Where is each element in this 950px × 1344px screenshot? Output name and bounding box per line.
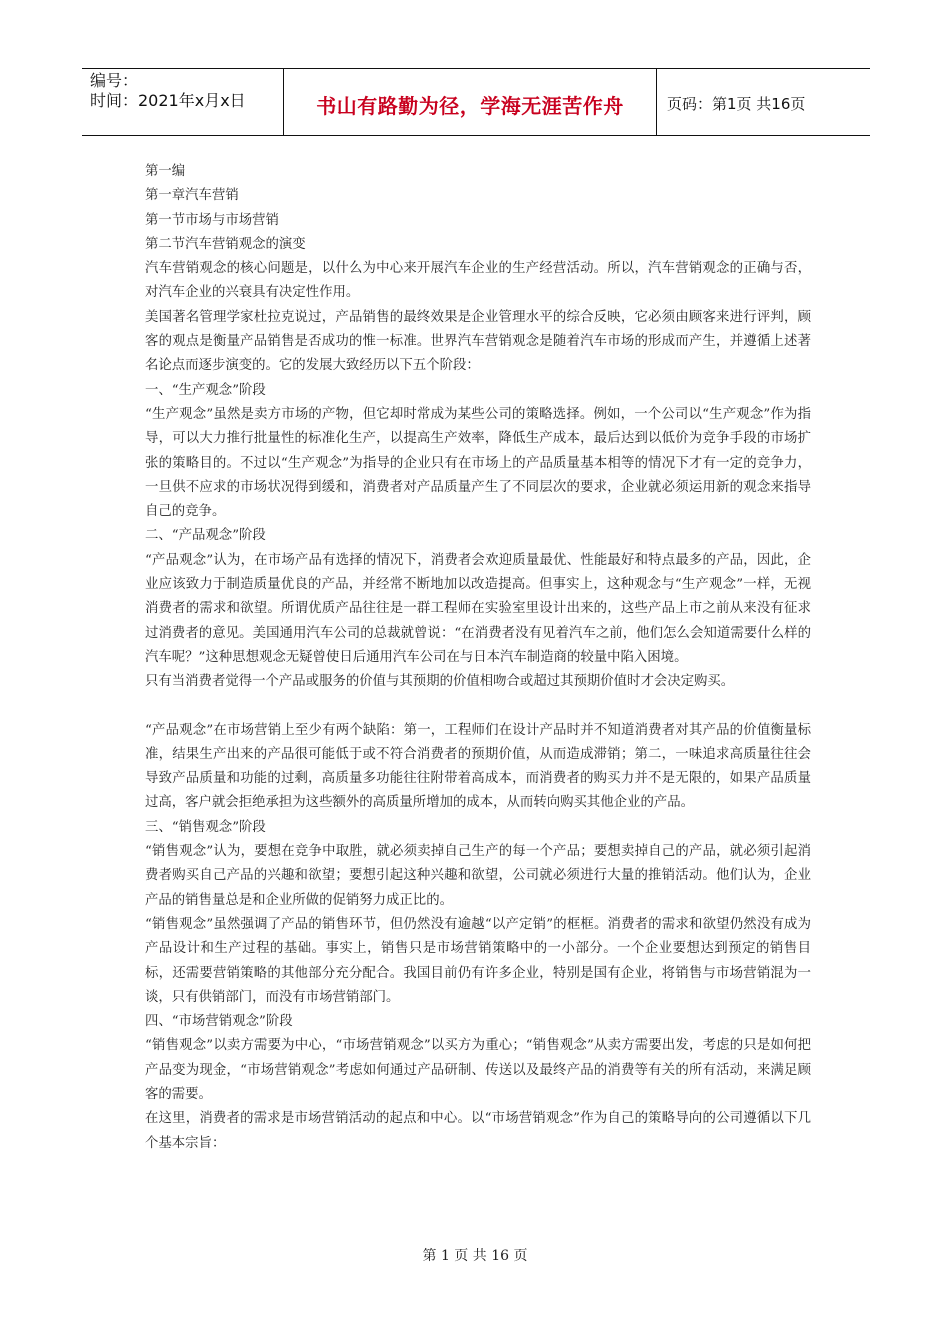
body-paragraph: “销售观念”虽然强调了产品的销售环节，但仍然没有逾越“以产定销”的框框。消费者的需求和欲望仍然没有成为产品设计和生产过程的基础。事实上，销售只是市场营销策略中的一小部分。一个企业要想达到预定的销售目标，还需要营销策略的其他部分充分配合。我国目前仍有许多企业，特别是国有企业，将销售与市场营销混为一谈，只有供销部门，而没有市场营销部门。 [145, 916, 811, 1005]
document-number: 编号： [90, 71, 139, 90]
body-paragraph: 美国著名管理学家杜拉克说过，产品销售的最终效果是企业管理水平的综合反映，它必须由顾客来进行评判，顾客的观点是衡量产品销售是否成功的惟一标准。世界汽车营销观念是随着汽车市场的形成而产生，并遵循上述著名论点而逐步演变的。它的发展大致经历以下五个阶段： [145, 309, 811, 374]
body-paragraph: “销售观念”认为，要想在竞争中取胜，就必须卖掉自己生产的每一个产品；要想卖掉自己的产品，就必须引起消费者购买自己产品的兴趣和欲望；要想引起这种兴趣和欲望，公司就必须进行大量的推销活动。他们认为，企业产品的销售量总是和企业所做的促销努力成正比的。 [145, 844, 811, 908]
section-title: 第一节市场与市场营销 [145, 212, 279, 228]
body-paragraph: “生产观念”虽然是卖方市场的产物，但它却时常成为某些公司的策略选择。例如，一个公司以“生产观念”作为指导，可以大力推行批量性的标准化生产，以提高生产效率，降低生产成本，最后达到以低价为竞争手段的市场扩张的策略目的。不过以“生产观念”为指导的企业只有在市场上的产品质量基本相等的情况下才有一定的竞争力，一旦供不应求的市场状况得到缓和，消费者对产品质量产生了不同层次的要求，企业就必须运用新的观念来指导自己的竞争。 [145, 406, 811, 520]
section-title: 第二节汽车营销观念的演变 [145, 236, 306, 252]
body-paragraph: 只有当消费者觉得一个产品或服务的价值与其预期的价值相吻合或超过其预期价值时才会决定购买。 [145, 674, 735, 690]
stage-heading: 四、“市场营销观念”阶段 [145, 1014, 293, 1030]
chapter-title: 第一章汽车营销 [145, 188, 239, 204]
header-motto: 书山有路勤为径，学海无涯苦作舟 [316, 93, 624, 118]
header-page-code: 页码：第1页 共16页 [667, 94, 806, 113]
document-date: 时间：2021年x月x日 [90, 91, 246, 110]
document-body [145, 160, 811, 1156]
header-page-code-cell [657, 69, 870, 135]
stage-heading: 一、“生产观念”阶段 [145, 382, 266, 398]
page-header [82, 68, 870, 136]
page-footer: 第 1 页 共 16 页 [422, 1248, 528, 1264]
body-paragraph: “产品观念”在市场营销上至少有两个缺陷：第一，工程师们在设计产品时并不知道消费者对其产品的价值衡量标准，结果生产出来的产品很可能低于或不符合消费者的预期价值，从而造成滞销；第二，一味追求高质量往往会导致产品质量和功能的过剩，高质量多功能往往附带着高成本，而消费者的购买力并不是无限的，如果产品质量过高，客户就会拒绝承担为这些额外的高质量所增加的成本，从而转向购买其他企业的产品。 [145, 722, 811, 811]
body-paragraph: “产品观念”认为，在市场产品有选择的情况下，消费者会欢迎质量最优、性能最好和特点最多的产品，因此，企业应该致力于制造质量优良的产品，并经常不断地加以改造提高。但事实上，这种观念与“生产观念”一样，无视消费者的需求和欲望。所谓优质产品往往是一群工程师在实验室里设计出来的，这些产品上市之前从来没有征求过消费者的意见。美国通用汽车公司的总裁就曾说：“在消费者没有见着汽车之前，他们怎么会知道需要什么样的汽车呢？”这种思想观念无疑曾使日后通用汽车公司在与日本汽车制造商的较量中陷入困境。 [145, 552, 811, 665]
body-paragraph: 汽车营销观念的核心问题是，以什么为中心来开展汽车企业的生产经营活动。所以，汽车营销观念的正确与否，对汽车企业的兴衰具有决定性作用。 [145, 261, 811, 301]
body-paragraph: 在这里，消费者的需求是市场营销活动的起点和中心。以“市场营销观念”作为自己的策略导向的公司遵循以下几个基本宗旨： [145, 1111, 811, 1151]
stage-heading: 三、“销售观念”阶段 [145, 819, 266, 835]
part-title: 第一编 [145, 164, 186, 179]
header-meta [82, 69, 284, 135]
header-motto-cell [284, 69, 657, 135]
body-paragraph: “销售观念”以卖方需要为中心，“市场营销观念”以买方为重心；“销售观念”从卖方需要出发，考虑的只是如何把产品变为现金，“市场营销观念”考虑如何通过产品研制、传送以及最终产品的消费等有关的所有活动，来满足顾客的需要。 [145, 1038, 811, 1102]
stage-heading: 二、“产品观念”阶段 [145, 528, 266, 544]
